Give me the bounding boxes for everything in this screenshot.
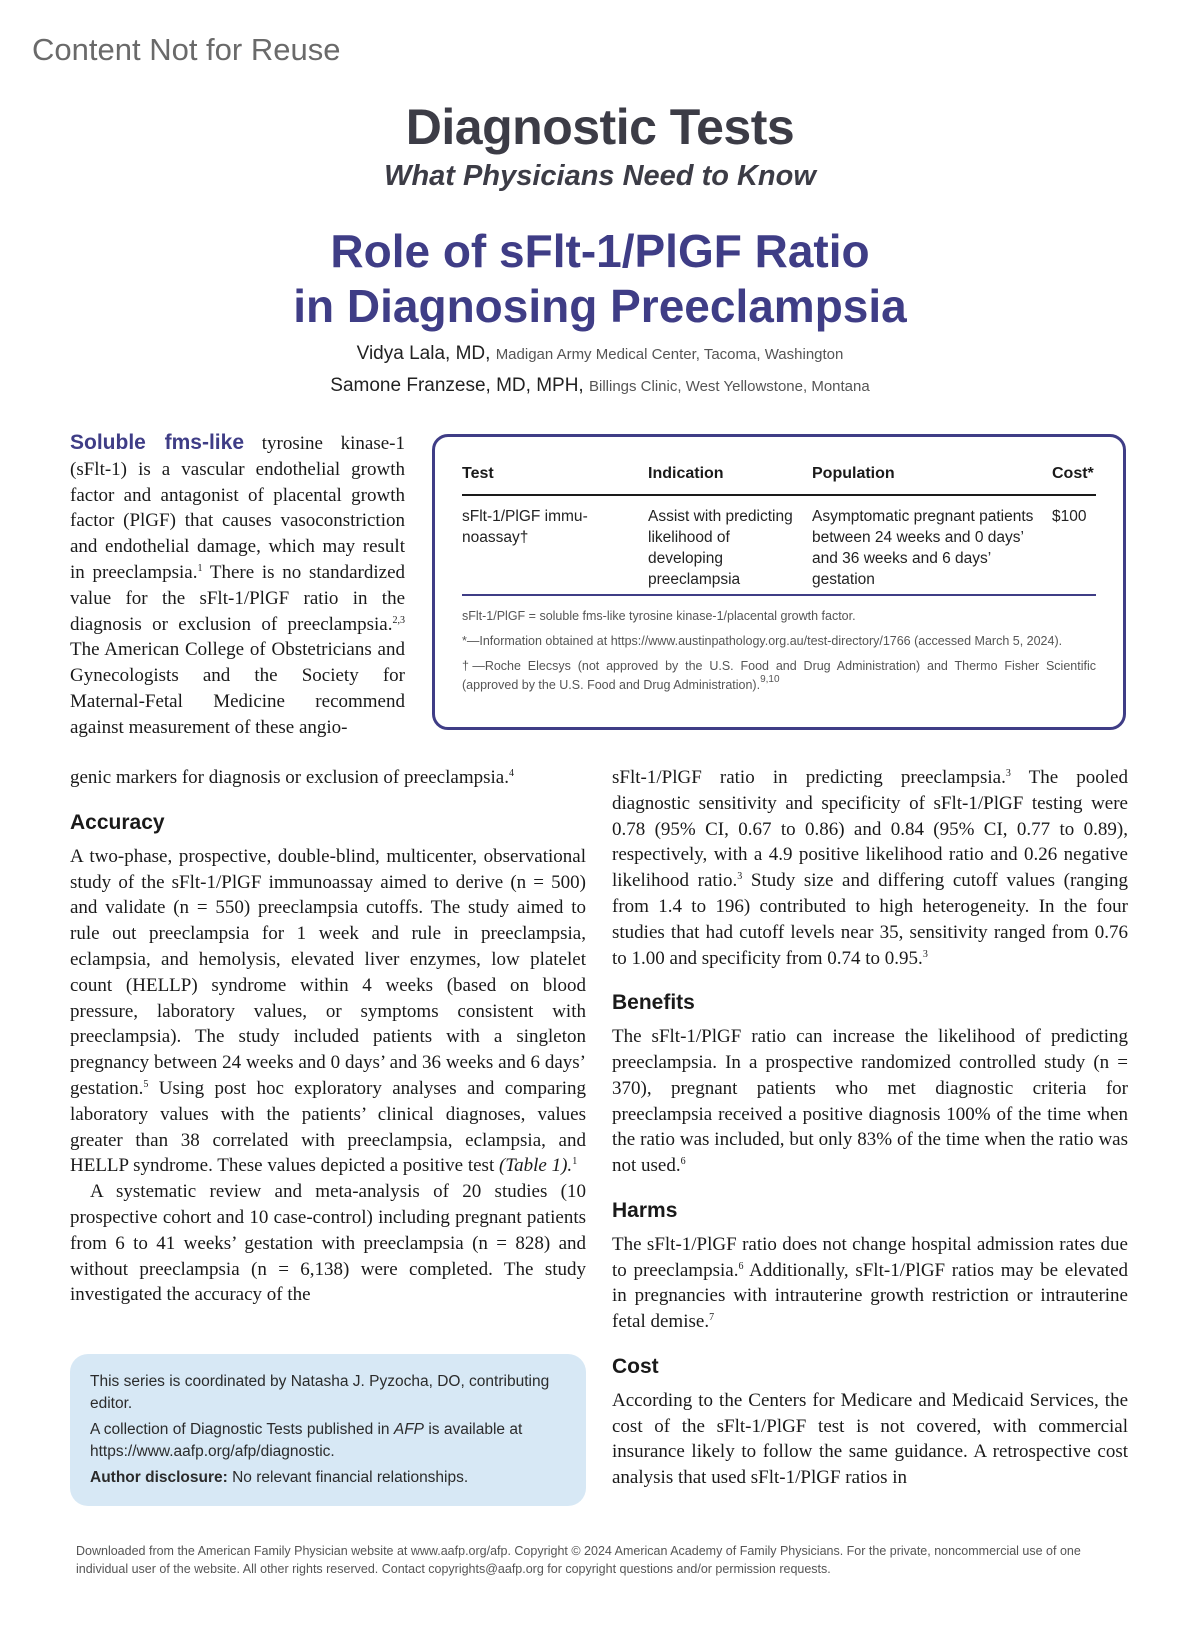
series-info-box — [70, 1354, 586, 1506]
intro-text: There is no standardized value for the sFlt-1/PlGF ratio in the diagnosis or exclusion of preeclampsia. — [70, 561, 405, 635]
table-cell-test: sFlt-1/PlGF immunoassay† — [462, 508, 588, 546]
author-name: Samone Franzese, MD, MPH, — [330, 375, 584, 396]
article-title — [0, 224, 1200, 334]
citation: 3 — [922, 948, 928, 960]
copyright-footer: Downloaded from the American Family Physician website at www.aafp.org/afp. Copyright © 2024 American Academy of Family Physicians. For the private, noncommercial use of one individual user of the website. All other rights reserved. Contact copyrights@aafp.org for copyright questions and/or permission requests. — [76, 1544, 1081, 1576]
intro-text: tyrosine kinase-1 (sFlt-1) is a vascular endothelial growth factor and antagonist of placental growth factor (PlGF) that causes vasoconstriction and endothelial damage, which may result in preeclampsia. — [70, 433, 405, 583]
journal-name: AFP — [393, 1421, 425, 1438]
collection-note — [90, 1419, 560, 1463]
author-affiliation: Billings Clinic, West Yellowstone, Montana — [589, 378, 870, 395]
section-heading-harms: Harms — [612, 1198, 678, 1222]
section-heading-cost: Cost — [612, 1354, 659, 1378]
intro-paragraph — [70, 430, 405, 741]
table-1-box — [432, 434, 1126, 730]
cost-paragraph: According to the Centers for Medicare and Medicaid Services, the cost of the sFlt-1/PlGF test is not covered, with commercial insurance likely to follow the same guidance. A retrospective cost analysis that used sFlt-1/PlGF ratios in — [612, 1389, 1128, 1489]
benefits-paragraph — [612, 1024, 1128, 1179]
body-text: The pooled diagnostic sensitivity and specificity of sFlt-1/PlGF testing were 0.78 (95% CI, 0.67 to 0.86) and 0.84 (95% CI, 0.77 to 0.89), respectively, with a 4.9 positive likelihood ratio and 0.26 negative likelihood ratio. — [612, 767, 1128, 892]
info-text: A collection of Diagnostic Tests published in — [90, 1421, 394, 1438]
right-column — [612, 765, 1128, 1491]
body-text: sFlt-1/PlGF ratio in predicting preeclampsia. — [612, 767, 1006, 788]
citation: 6 — [738, 1260, 744, 1272]
citation: 3 — [1005, 768, 1011, 779]
citation: 5 — [143, 1078, 149, 1090]
table-header-row — [462, 459, 1096, 496]
table-row — [462, 496, 1096, 596]
info-text: is available at https://www.aafp.org/afp/diagnostic. — [90, 1421, 523, 1460]
citation: 3 — [737, 871, 743, 883]
author-line — [0, 375, 1200, 397]
left-column — [70, 810, 586, 1308]
series-coordinator-note: This series is coordinated by Natasha J. Pyzocha, DO, contributing editor. — [90, 1373, 550, 1412]
intro-lead-in: Soluble fms-like — [70, 431, 244, 454]
table-footnote-dagger — [462, 657, 1096, 695]
table-footnote-abbreviation: sFlt-1/PlGF = soluble fms-like tyrosine kinase-1/placental growth factor. — [462, 609, 856, 623]
body-text: The sFlt-1/PlGF ratio does not change hospital admission rates due to preeclampsia. — [612, 1233, 1128, 1281]
table-header-test: Test — [462, 465, 494, 482]
table-cell-indication: Assist with predicting likelihood of developing preeclampsia — [648, 508, 793, 588]
table-cell-cost: $100 — [1052, 508, 1087, 525]
intro-text: The American College of Obstetricians and Gynecologists and the Society for Maternal-Fetal Medicine recommend against measurement of these angio- — [70, 639, 405, 738]
watermark: Content Not for Reuse — [32, 32, 341, 67]
series-subtitle: What Physicians Need to Know — [384, 160, 816, 192]
citation: 1 — [197, 562, 203, 574]
author-name: Vidya Lala, MD, — [356, 343, 491, 364]
citation: 9,10 — [760, 674, 780, 685]
citation: 1 — [572, 1156, 578, 1168]
table-header-population: Population — [812, 465, 895, 482]
section-heading-accuracy: Accuracy — [70, 811, 165, 834]
author-disclosure — [90, 1467, 560, 1489]
body-text: Study size and differing cutoff values (ranging from 1.4 to 196) contributed to high heterogeneity. In the four studies that had cutoff levels near 35, sensitivity ranged from 0.76 to 1.00 and specificity from 0.74 to 0.95. — [612, 870, 1128, 969]
body-text: A systematic review and meta-analysis of 20 studies (10 prospective cohort and 10 case-control) including pregnant patients from 6 to 41 weeks’ gestation with preeclampsia (n = 828) and without preeclampsia (n = 6,138) were completed. The study investigated the accuracy of the — [70, 1181, 586, 1306]
table-reference: (Table 1). — [498, 1155, 573, 1177]
author-affiliation: Madigan Army Medical Center, Tacoma, Washington — [495, 346, 844, 363]
table-header-cost: Cost* — [1052, 465, 1094, 482]
article-title-line-2: in Diagnosing Preeclampsia — [293, 280, 907, 332]
body-text: A two-phase, prospective, double-blind, multicenter, observational study of the sFlt-1/PlGF immunoassay aimed to derive (n = 500) and validate (n = 550) preeclampsia cutoffs. The study aimed to rule out preeclampsia for 1 week and rule in preeclampsia, eclampsia, and hemolysis, elevated liver enzymes, low platelet count (HELLP) syndrome within 4 weeks (based on blood pressure, laboratory values, or symptoms consistent with preeclampsia). The study included patients with a singleton pregnancy between 24 weeks and 0 days’ and 36 weeks and 6 days’ gestation. — [70, 845, 586, 1099]
disclosure-text: No relevant financial relationships. — [227, 1469, 469, 1486]
citation: 6 — [680, 1156, 686, 1168]
intro-text: genic markers for diagnosis or exclusion of preeclampsia. — [70, 767, 509, 788]
section-heading-benefits: Benefits — [612, 991, 695, 1015]
citation: 7 — [709, 1312, 715, 1324]
harms-paragraph — [612, 1232, 1128, 1335]
table-1 — [462, 459, 1096, 695]
citation: 2,3 — [392, 614, 405, 626]
article-title-line-1: Role of sFlt-1/PlGF Ratio — [330, 225, 870, 277]
accuracy-paragraph-1 — [70, 844, 586, 1179]
citation: 4 — [508, 768, 514, 779]
series-title: Diagnostic Tests — [405, 99, 795, 155]
author-line — [0, 343, 1200, 365]
body-text: The sFlt-1/PlGF ratio can increase the likelihood of predicting preeclampsia. In a prospective randomized controlled study (n = 370), pregnant patients who met diagnostic criteria for preeclampsia received a positive diagnosis 100% of the time when the ratio was included, but only 83% of the time when the ratio was not used. — [612, 1026, 1128, 1177]
table-footnote-star: *—Information obtained at https://www.austinpathology.org.au/test-directory/1766 (accessed March 5, 2024). — [462, 634, 1063, 648]
accuracy-paragraph-2 — [70, 1179, 586, 1308]
accuracy-paragraph-2-continued — [612, 765, 1128, 971]
body-text: Additionally, sFlt-1/PlGF ratios may be elevated in pregnancies with intrauterine growth restriction or intrauterine fetal demise. — [612, 1259, 1128, 1333]
body-text: Using post hoc exploratory analyses and comparing laboratory values with the patients’ clinical diagnoses, values greater than 38 correlated with preeclampsia, eclampsia, and HELLP syndrome. These values depicted a positive test — [70, 1077, 586, 1177]
footnote-text: †—Roche Elecsys (not approved by the U.S. Food and Drug Administration) and Thermo Fisher Scientific (approved by the U.S. Food and Drug Administration). — [462, 659, 1096, 692]
table-cell-population: Asymptomatic pregnant patients between 24 weeks and 0 days’ and 36 weeks and 6 days’ gestation — [812, 508, 1034, 588]
disclosure-label: Author disclosure: — [90, 1469, 228, 1486]
table-header-indication: Indication — [648, 465, 724, 482]
intro-paragraph-end — [70, 765, 570, 791]
